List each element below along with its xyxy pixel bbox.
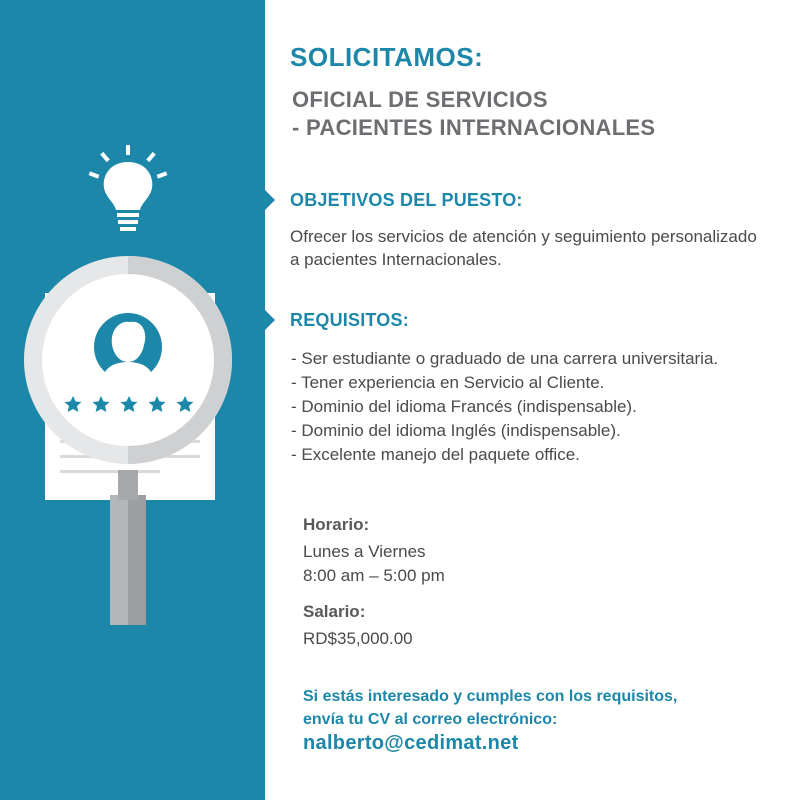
salary-heading: Salario: — [303, 602, 366, 621]
objectives-text: Ofrecer los servicios de atención y seguimiento personalizado a pacientes Internacionales. — [290, 227, 757, 269]
requirement-item: - Ser estudiante o graduado de una carrera universitaria. — [291, 349, 719, 368]
schedule-heading: Horario: — [303, 515, 370, 534]
schedule-hours: 8:00 am – 5:00 pm — [303, 566, 445, 585]
objectives-heading: OBJETIVOS DEL PUESTO: — [290, 190, 523, 210]
requirements-list — [291, 347, 751, 467]
user-avatar-icon — [94, 313, 162, 381]
contact-line2: envía tu CV al correo electrónico: — [303, 711, 558, 728]
job-search-illustration — [0, 0, 265, 800]
salary-amount: RD$35,000.00 — [303, 629, 413, 648]
requirement-item: - Tener experiencia en Servicio al Cliente. — [291, 373, 605, 392]
requirement-item: - Dominio del idioma Francés (indispensable). — [291, 397, 637, 416]
contact-line1: Si estás interesado y cumples con los requisitos, — [303, 688, 678, 705]
requirement-item: - Excelente manejo del paquete office. — [291, 445, 580, 464]
contact-instructions — [303, 685, 677, 731]
position-title-line2: - PACIENTES INTERNACIONALES — [292, 115, 656, 140]
contact-email[interactable]: nalberto@cedimat.net — [303, 732, 519, 754]
schedule-days: Lunes a Viernes — [303, 542, 426, 561]
position-title — [292, 86, 655, 142]
requirement-item: - Dominio del idioma Inglés (indispensable). — [291, 421, 621, 440]
lightbulb-icon — [89, 145, 168, 231]
objectives-arrow-marker — [265, 190, 275, 210]
requirements-arrow-marker — [265, 310, 275, 330]
page-title: SOLICITAMOS: — [290, 42, 484, 72]
position-title-line1: OFICIAL DE SERVICIOS — [292, 87, 548, 112]
requirements-heading: REQUISITOS: — [290, 310, 409, 330]
